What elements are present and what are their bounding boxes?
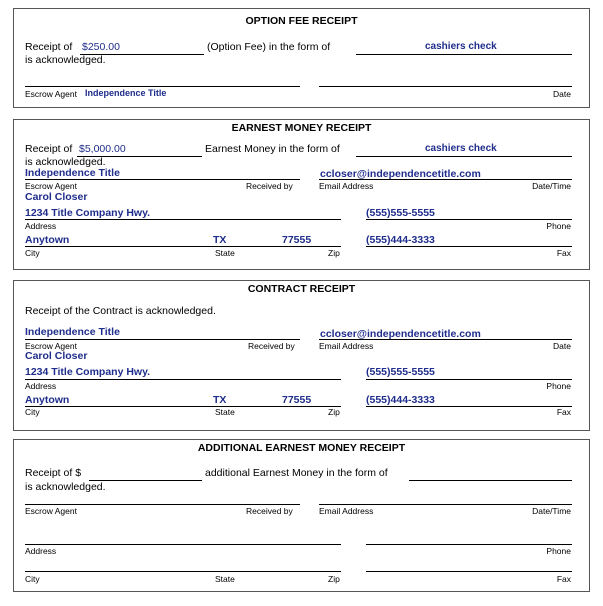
contract-phone-label: Phone bbox=[546, 381, 571, 391]
contract-city-label: City bbox=[25, 407, 40, 417]
option-fee-text: (Option Fee) in the form of bbox=[207, 41, 331, 53]
contract-agent-line bbox=[25, 339, 300, 340]
earnest-zip[interactable]: 77555 bbox=[282, 234, 312, 246]
earnest-city-label: City bbox=[25, 248, 40, 258]
additional-phone-label: Phone bbox=[546, 546, 571, 556]
additional-fax-line[interactable] bbox=[366, 571, 572, 572]
earnest-phone[interactable]: (555)555-5555 bbox=[366, 207, 435, 219]
option-form[interactable]: cashiers check bbox=[425, 41, 497, 52]
earnest-ack: is acknowledged. bbox=[25, 156, 106, 168]
earnest-received-by-label: Received by bbox=[246, 181, 293, 191]
additional-state-label: State bbox=[215, 574, 235, 584]
contract-received-by-label: Received by bbox=[248, 341, 295, 351]
earnest-state-label: State bbox=[215, 248, 235, 258]
earnest-email-line bbox=[319, 179, 572, 180]
option-date-line bbox=[319, 86, 572, 87]
contract-zip-label: Zip bbox=[328, 407, 340, 417]
additional-fee-text: additional Earnest Money in the form of bbox=[205, 467, 388, 479]
earnest-money-receipt bbox=[13, 119, 590, 270]
additional-city-label: City bbox=[25, 574, 40, 584]
earnest-email[interactable]: ccloser@independencetitle.com bbox=[320, 168, 481, 180]
contract-city-line bbox=[25, 406, 341, 407]
additional-email-label: Email Address bbox=[319, 506, 374, 516]
contract-receipt bbox=[13, 280, 590, 431]
contract-escrow-agent[interactable]: Independence Title bbox=[25, 326, 120, 338]
earnest-title: EARNEST MONEY RECEIPT bbox=[231, 122, 372, 134]
earnest-fee-text: Earnest Money in the form of bbox=[205, 143, 340, 155]
contract-address-label: Address bbox=[25, 381, 57, 391]
option-amount[interactable]: $250.00 bbox=[82, 41, 120, 53]
option-receipt-of-label: Receipt of bbox=[25, 41, 73, 53]
earnest-city-line bbox=[25, 246, 341, 247]
earnest-datetime-label: Date/Time bbox=[532, 181, 571, 191]
contract-title: CONTRACT RECEIPT bbox=[247, 283, 356, 295]
contract-fax[interactable]: (555)444-3333 bbox=[366, 394, 435, 406]
additional-address-label: Address bbox=[25, 546, 57, 556]
additional-phone-line[interactable] bbox=[366, 544, 572, 545]
contract-address-line bbox=[25, 379, 341, 380]
additional-amount-line[interactable] bbox=[89, 480, 202, 481]
contract-zip[interactable]: 77555 bbox=[282, 394, 312, 406]
option-fee-title: OPTION FEE RECEIPT bbox=[245, 15, 358, 27]
earnest-address-label: Address bbox=[25, 221, 57, 231]
earnest-address-line bbox=[25, 219, 341, 220]
earnest-escrow-agent[interactable]: Independence Title bbox=[25, 167, 120, 179]
earnest-zip-label: Zip bbox=[328, 248, 340, 258]
earnest-agent-line bbox=[25, 179, 300, 180]
earnest-amount[interactable]: $5,000.00 bbox=[79, 143, 126, 155]
additional-fax-label: Fax bbox=[556, 574, 571, 584]
option-escrow-agent[interactable]: Independence Title bbox=[85, 88, 167, 98]
option-escrow-agent-label: Escrow Agent bbox=[25, 89, 77, 99]
additional-ack: is acknowledged. bbox=[25, 481, 106, 493]
contract-phone-line bbox=[366, 379, 572, 380]
contract-email[interactable]: ccloser@independencetitle.com bbox=[320, 328, 481, 340]
additional-received-by-label: Received by bbox=[246, 506, 293, 516]
earnest-city[interactable]: Anytown bbox=[25, 234, 70, 246]
contract-phone[interactable]: (555)555-5555 bbox=[366, 366, 435, 378]
additional-email-line[interactable] bbox=[319, 504, 572, 505]
additional-escrow-agent-label: Escrow Agent bbox=[25, 506, 77, 516]
earnest-phone-line bbox=[366, 219, 572, 220]
option-ack: is acknowledged. bbox=[25, 54, 106, 66]
earnest-form-line bbox=[356, 156, 572, 157]
additional-receipt-of-label: Receipt of $ bbox=[25, 467, 82, 479]
contract-received-by[interactable]: Carol Closer bbox=[25, 350, 88, 362]
earnest-phone-label: Phone bbox=[546, 221, 571, 231]
additional-city-line[interactable] bbox=[25, 571, 341, 572]
contract-state-label: State bbox=[215, 407, 235, 417]
additional-earnest-receipt bbox=[13, 439, 590, 592]
option-form-line bbox=[356, 54, 572, 55]
option-fee-receipt bbox=[13, 8, 590, 108]
additional-title: ADDITIONAL EARNEST MONEY RECEIPT bbox=[197, 442, 406, 454]
option-agent-line bbox=[25, 86, 300, 87]
option-date-label: Date bbox=[553, 89, 571, 99]
contract-state[interactable]: TX bbox=[213, 394, 227, 406]
earnest-fax[interactable]: (555)444-3333 bbox=[366, 234, 435, 246]
earnest-form[interactable]: cashiers check bbox=[425, 143, 497, 154]
earnest-address[interactable]: 1234 Title Company Hwy. bbox=[25, 207, 151, 219]
contract-email-label: Email Address bbox=[319, 341, 374, 351]
additional-form-line[interactable] bbox=[409, 480, 572, 481]
additional-address-line[interactable] bbox=[25, 544, 341, 545]
additional-agent-line[interactable] bbox=[25, 504, 300, 505]
contract-city[interactable]: Anytown bbox=[25, 394, 70, 406]
earnest-state[interactable]: TX bbox=[213, 234, 227, 246]
contract-escrow-agent-label: Escrow Agent bbox=[25, 341, 77, 351]
contract-date-label: Date bbox=[553, 341, 571, 351]
contract-fax-line bbox=[366, 406, 572, 407]
earnest-receipt-of-label: Receipt of bbox=[25, 143, 73, 155]
contract-email-line bbox=[319, 339, 572, 340]
additional-zip-label: Zip bbox=[328, 574, 340, 584]
earnest-escrow-agent-label: Escrow Agent bbox=[25, 181, 77, 191]
additional-datetime-label: Date/Time bbox=[532, 506, 571, 516]
contract-ack: Receipt of the Contract is acknowledged. bbox=[25, 305, 216, 317]
contract-address[interactable]: 1234 Title Company Hwy. bbox=[25, 366, 151, 378]
earnest-fax-line bbox=[366, 246, 572, 247]
earnest-email-label: Email Address bbox=[319, 181, 374, 191]
earnest-fax-label: Fax bbox=[556, 248, 571, 258]
contract-fax-label: Fax bbox=[556, 407, 571, 417]
earnest-received-by[interactable]: Carol Closer bbox=[25, 191, 88, 203]
